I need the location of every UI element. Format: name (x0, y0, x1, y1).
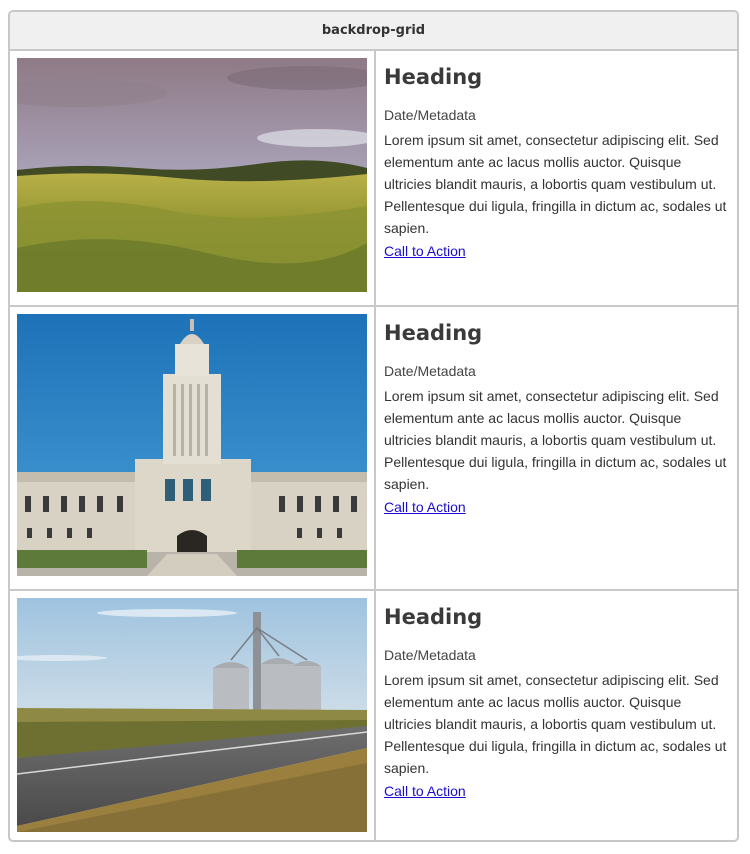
card-metadata: Date/Metadata (384, 107, 476, 123)
capitol-building-photo (17, 314, 367, 576)
call-to-action-link[interactable]: Call to Action (384, 243, 466, 259)
card-metadata: Date/Metadata (384, 363, 476, 379)
card-body: Lorem ipsum sit amet, consectetur adipiscing elit. Sed elementum ante ac lacus mollis auctor. Quisque ultricies blandit mauris, a lobortis quam vestibulum ut. Pellentesque dui ligula, fringilla in dictum ac, sodales ut sapien. (384, 132, 727, 236)
grid-title: backdrop-grid (10, 12, 737, 51)
grassland-hills-photo (17, 58, 367, 292)
backdrop-grid-container (8, 10, 739, 842)
card-heading: Heading (384, 321, 483, 345)
call-to-action-link[interactable]: Call to Action (384, 783, 466, 799)
card-metadata: Date/Metadata (384, 647, 476, 663)
card-body: Lorem ipsum sit amet, consectetur adipiscing elit. Sed elementum ante ac lacus mollis auctor. Quisque ultricies blandit mauris, a lobortis quam vestibulum ut. Pellentesque dui ligula, fringilla in dictum ac, sodales ut sapien. (384, 672, 727, 776)
image-cell (10, 307, 376, 589)
grain-silos-road-photo (17, 598, 367, 832)
grid-row (10, 307, 737, 591)
image-cell (10, 51, 376, 305)
text-cell (376, 307, 737, 589)
text-cell (376, 591, 737, 842)
card-heading: Heading (384, 65, 483, 89)
grid-row (10, 51, 737, 307)
text-cell (376, 51, 737, 305)
card-heading: Heading (384, 605, 483, 629)
card-body: Lorem ipsum sit amet, consectetur adipiscing elit. Sed elementum ante ac lacus mollis auctor. Quisque ultricies blandit mauris, a lobortis quam vestibulum ut. Pellentesque dui ligula, fringilla in dictum ac, sodales ut sapien. (384, 388, 727, 492)
call-to-action-link[interactable]: Call to Action (384, 499, 466, 515)
image-cell (10, 591, 376, 842)
grid-row (10, 591, 737, 842)
